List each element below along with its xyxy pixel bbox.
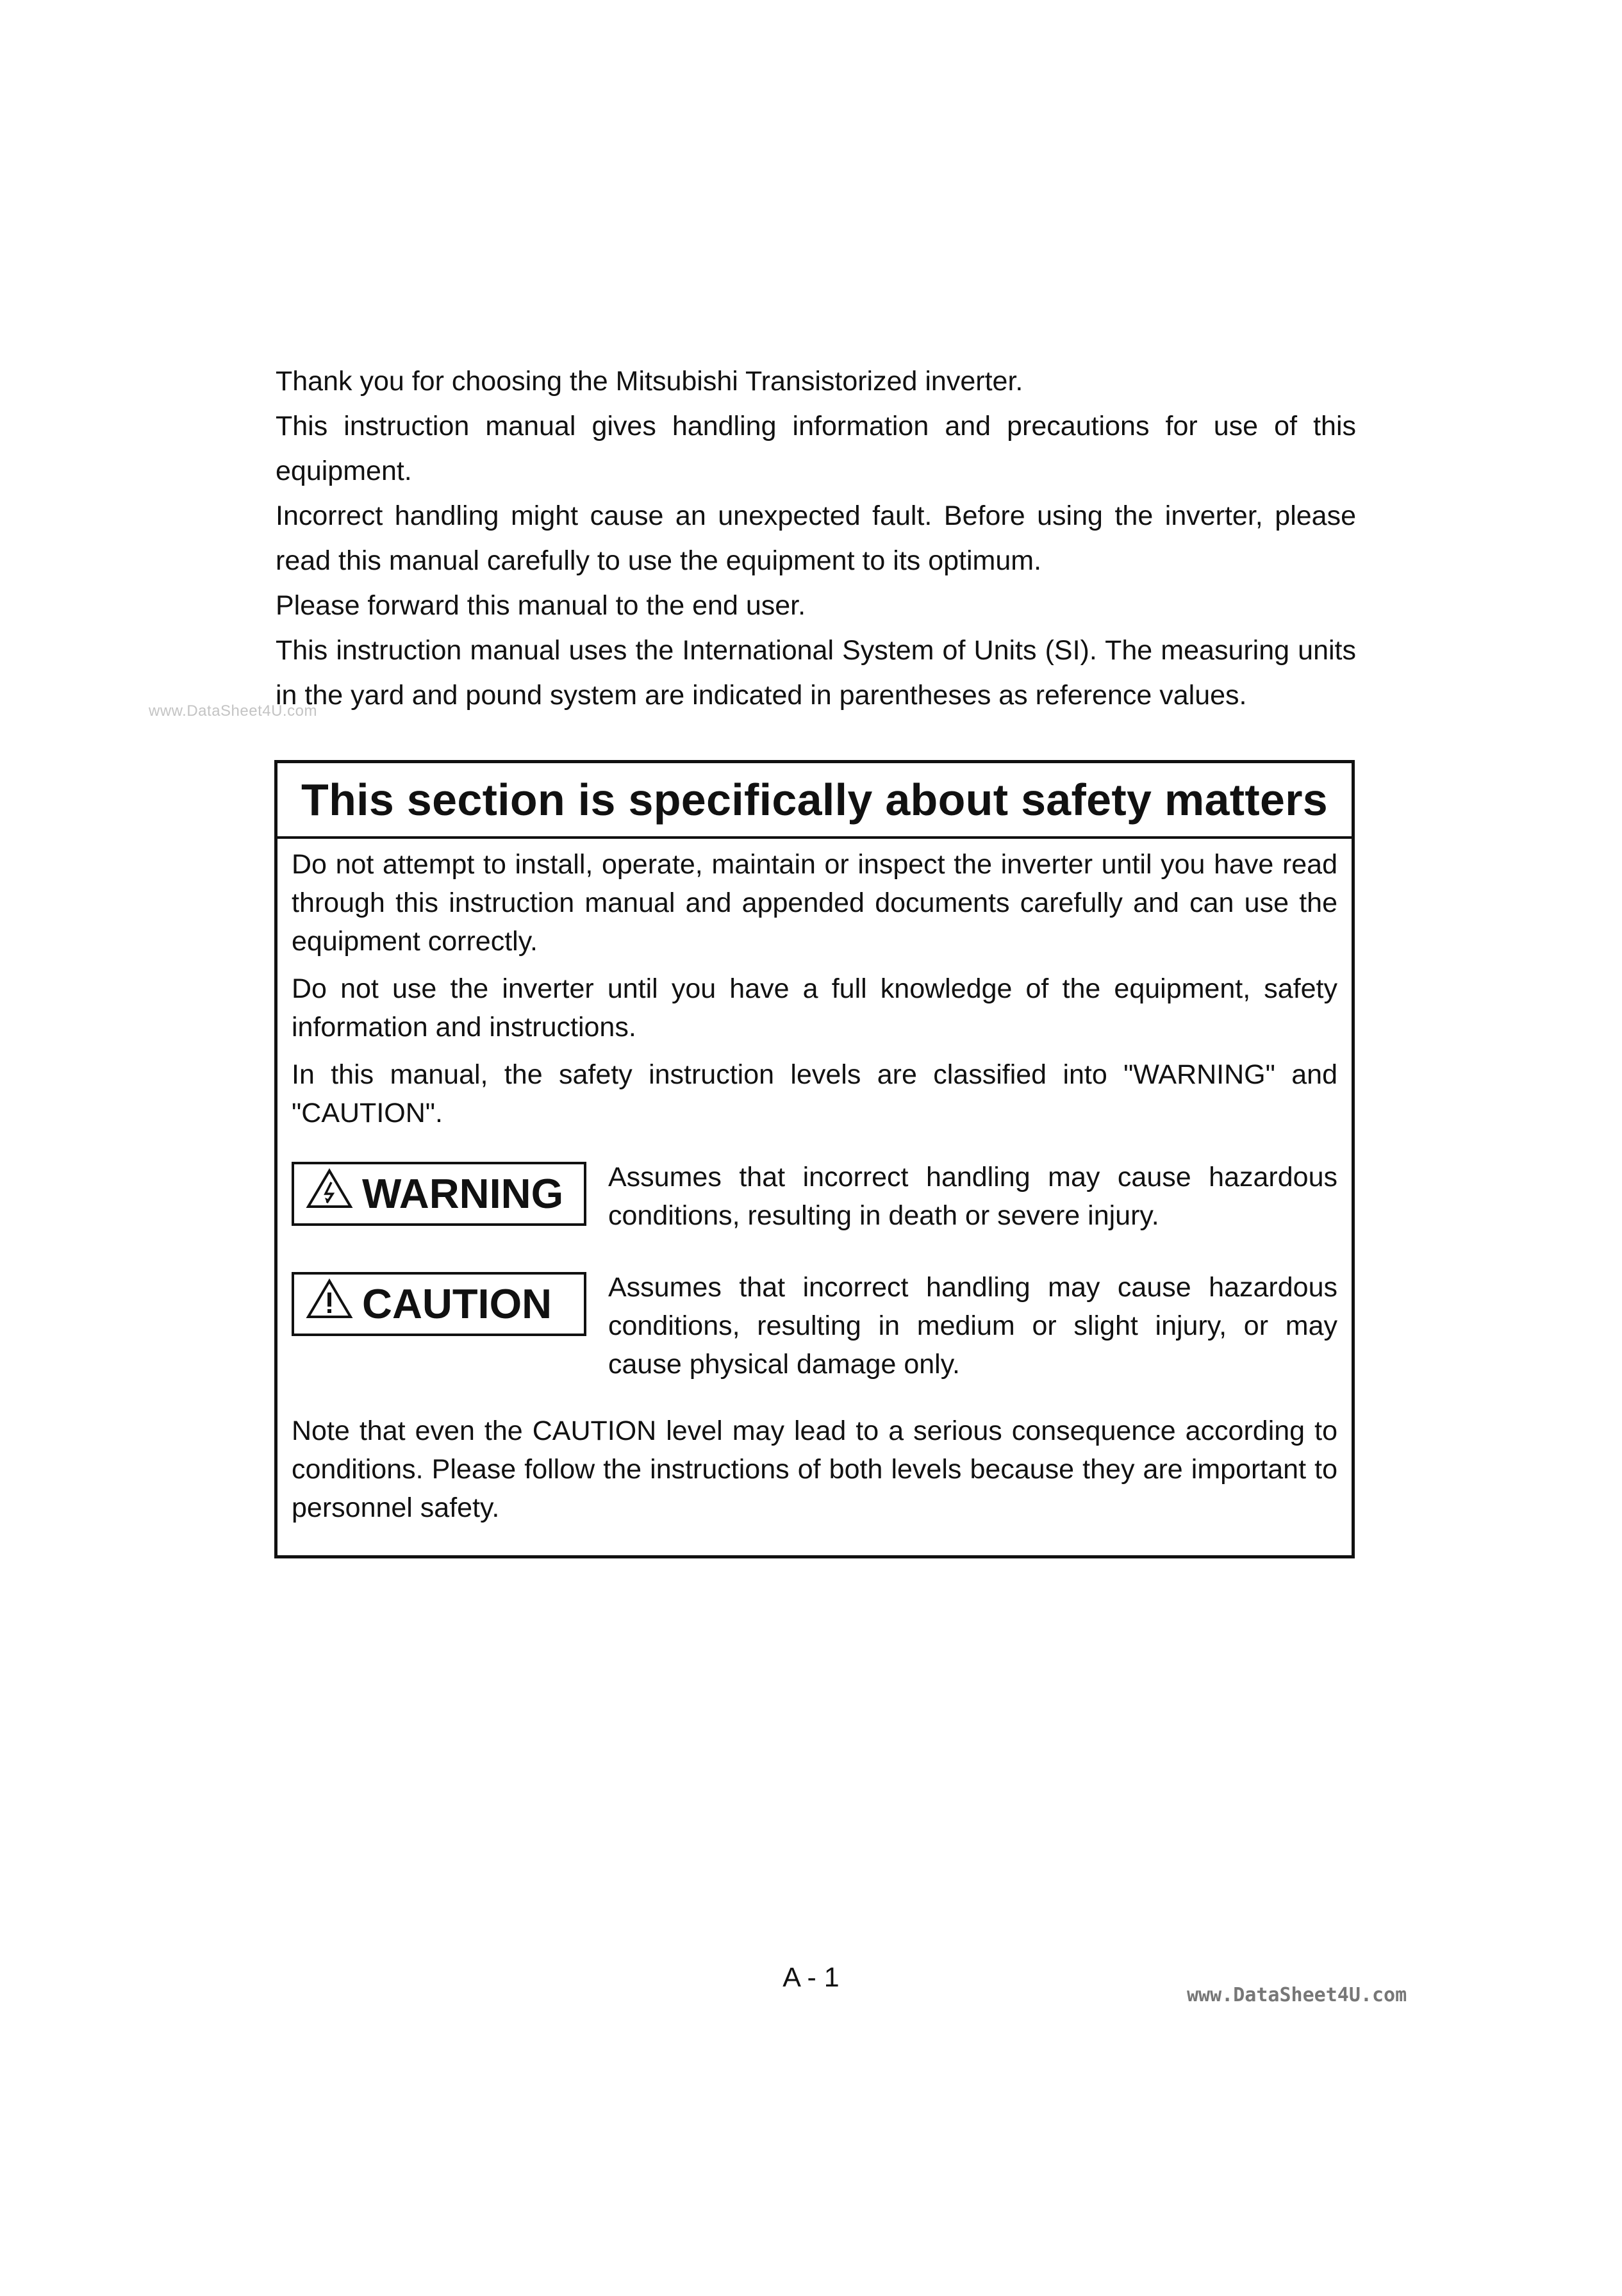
electric-shock-warning-icon <box>306 1168 353 1219</box>
intro-paragraph-thanks: Thank you for choosing the Mitsubishi Transistorized inverter. <box>276 366 1023 397</box>
warning-label: WARNING <box>362 1170 564 1217</box>
intro-paragraph-handling: Incorrect handling might cause an unexpected fault. Before using the inverter, please read this manual carefully to use the equipment to its optimum. <box>276 500 1356 576</box>
safety-paragraph-levels: In this manual, the safety instruction levels are classified into "WARNING" and "CAUTION". <box>292 1059 1337 1128</box>
intro-paragraph-forward: Please forward this manual to the end user. <box>276 590 806 621</box>
safety-note: Note that even the CAUTION level may lead to a serious consequence according to conditions. Please follow the instructions of both levels because they are important to personnel safety. <box>292 1416 1337 1523</box>
caution-row <box>292 1268 1337 1383</box>
watermark-right: www.DataSheet4U.com <box>1187 1984 1407 2006</box>
caution-description: Assumes that incorrect handling may cause hazardous conditions, resulting in medium or slight injury, or may cause physical damage only. <box>608 1272 1337 1380</box>
safety-paragraph-knowledge: Do not use the inverter until you have a full knowledge of the equipment, safety information and instructions. <box>292 973 1337 1043</box>
warning-row <box>292 1158 1337 1235</box>
safety-body <box>277 839 1352 1527</box>
warning-description: Assumes that incorrect handling may cause hazardous conditions, resulting in death or severe injury. <box>608 1162 1337 1231</box>
warning-label-box <box>292 1162 586 1226</box>
intro-paragraph-units: This instruction manual uses the International System of Units (SI). The measuring units in the yard and pound system are indicated in parentheses as reference values. <box>276 635 1356 711</box>
safety-paragraph-read-manual: Do not attempt to install, operate, maintain or inspect the inverter until you have read through this instruction manual and appended documents carefully and can use the equipment correctly. <box>292 849 1337 957</box>
intro-section <box>276 359 1356 718</box>
page-number: A - 1 <box>782 1962 840 1993</box>
safety-title: This section is specifically about safety matters <box>301 775 1328 825</box>
safety-box <box>274 760 1355 1558</box>
caution-label-box <box>292 1272 586 1336</box>
exclamation-caution-icon <box>306 1278 353 1330</box>
watermark-left: www.DataSheet4U.com <box>149 702 317 720</box>
intro-paragraph-manual-purpose: This instruction manual gives handling information and precautions for use of this equipment. <box>276 411 1356 486</box>
caution-label: CAUTION <box>362 1280 552 1327</box>
safety-header <box>277 763 1352 839</box>
